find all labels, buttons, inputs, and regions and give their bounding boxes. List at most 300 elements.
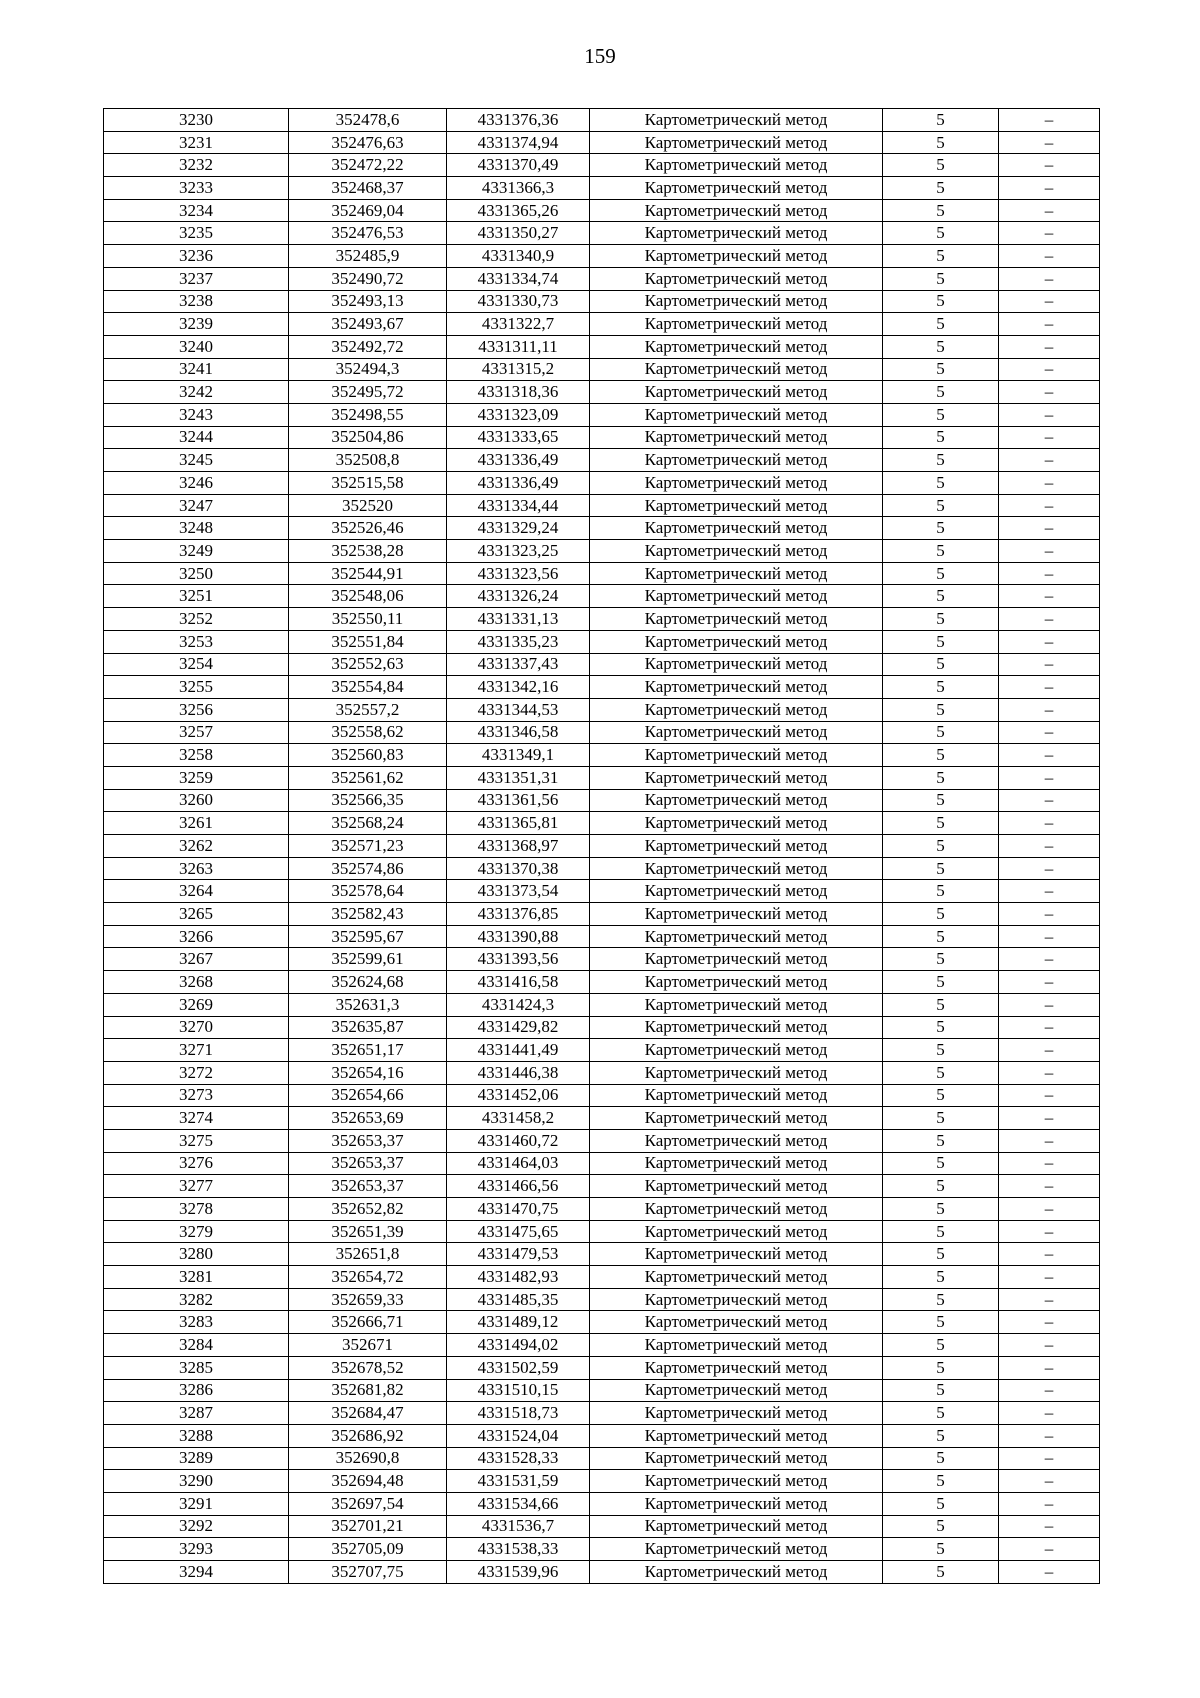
table-row — [104, 835, 1100, 858]
description-cell: – — [999, 1266, 1100, 1289]
description-cell: – — [999, 1356, 1100, 1379]
method-cell: Картометрический метод — [590, 494, 883, 517]
accuracy-cell: 5 — [883, 472, 999, 495]
method-cell: Картометрический метод — [590, 1039, 883, 1062]
point-number-cell: 3294 — [104, 1561, 289, 1584]
accuracy-cell: 5 — [883, 1129, 999, 1152]
method-cell: Картометрический метод — [590, 1152, 883, 1175]
table-row — [104, 335, 1100, 358]
method-cell: Картометрический метод — [590, 948, 883, 971]
description-cell: – — [999, 721, 1100, 744]
table-row — [104, 1311, 1100, 1334]
description-cell: – — [999, 971, 1100, 994]
description-cell: – — [999, 358, 1100, 381]
description-cell: – — [999, 948, 1100, 971]
y-coordinate-cell: 4331538,33 — [447, 1538, 590, 1561]
x-coordinate-cell: 352681,82 — [289, 1379, 447, 1402]
accuracy-cell: 5 — [883, 562, 999, 585]
method-cell: Картометрический метод — [590, 880, 883, 903]
description-cell: – — [999, 1447, 1100, 1470]
point-number-cell: 3243 — [104, 403, 289, 426]
point-number-cell: 3242 — [104, 381, 289, 404]
x-coordinate-cell: 352561,62 — [289, 766, 447, 789]
accuracy-cell: 5 — [883, 1016, 999, 1039]
y-coordinate-cell: 4331510,15 — [447, 1379, 590, 1402]
table-row — [104, 517, 1100, 540]
point-number-cell: 3245 — [104, 449, 289, 472]
point-number-cell: 3285 — [104, 1356, 289, 1379]
y-coordinate-cell: 4331350,27 — [447, 222, 590, 245]
description-cell: – — [999, 1311, 1100, 1334]
point-number-cell: 3276 — [104, 1152, 289, 1175]
y-coordinate-cell: 4331351,31 — [447, 766, 590, 789]
point-number-cell: 3275 — [104, 1129, 289, 1152]
y-coordinate-cell: 4331531,59 — [447, 1470, 590, 1493]
description-cell: – — [999, 313, 1100, 336]
description-cell: – — [999, 1334, 1100, 1357]
point-number-cell: 3281 — [104, 1266, 289, 1289]
method-cell: Картометрический метод — [590, 1538, 883, 1561]
y-coordinate-cell: 4331329,24 — [447, 517, 590, 540]
y-coordinate-cell: 4331361,56 — [447, 789, 590, 812]
description-cell: – — [999, 1402, 1100, 1425]
method-cell: Картометрический метод — [590, 1220, 883, 1243]
point-number-cell: 3248 — [104, 517, 289, 540]
table-row — [104, 403, 1100, 426]
y-coordinate-cell: 4331326,24 — [447, 585, 590, 608]
y-coordinate-cell: 4331534,66 — [447, 1492, 590, 1515]
y-coordinate-cell: 4331416,58 — [447, 971, 590, 994]
point-number-cell: 3265 — [104, 903, 289, 926]
method-cell: Картометрический метод — [590, 517, 883, 540]
method-cell: Картометрический метод — [590, 1266, 883, 1289]
accuracy-cell: 5 — [883, 925, 999, 948]
coordinates-table-body — [104, 109, 1100, 1584]
y-coordinate-cell: 4331340,9 — [447, 245, 590, 268]
point-number-cell: 3287 — [104, 1402, 289, 1425]
table-row — [104, 608, 1100, 631]
y-coordinate-cell: 4331393,56 — [447, 948, 590, 971]
accuracy-cell: 5 — [883, 222, 999, 245]
y-coordinate-cell: 4331446,38 — [447, 1061, 590, 1084]
method-cell: Картометрический метод — [590, 925, 883, 948]
description-cell: – — [999, 517, 1100, 540]
x-coordinate-cell: 352659,33 — [289, 1288, 447, 1311]
x-coordinate-cell: 352493,13 — [289, 290, 447, 313]
table-row — [104, 381, 1100, 404]
x-coordinate-cell: 352560,83 — [289, 744, 447, 767]
x-coordinate-cell: 352515,58 — [289, 472, 447, 495]
x-coordinate-cell: 352550,11 — [289, 608, 447, 631]
method-cell: Картометрический метод — [590, 744, 883, 767]
point-number-cell: 3260 — [104, 789, 289, 812]
accuracy-cell: 5 — [883, 789, 999, 812]
y-coordinate-cell: 4331524,04 — [447, 1424, 590, 1447]
description-cell: – — [999, 812, 1100, 835]
table-row — [104, 267, 1100, 290]
x-coordinate-cell: 352551,84 — [289, 630, 447, 653]
method-cell: Картометрический метод — [590, 585, 883, 608]
accuracy-cell: 5 — [883, 676, 999, 699]
y-coordinate-cell: 4331368,97 — [447, 835, 590, 858]
point-number-cell: 3240 — [104, 335, 289, 358]
table-row — [104, 676, 1100, 699]
method-cell: Картометрический метод — [590, 426, 883, 449]
method-cell: Картометрический метод — [590, 1334, 883, 1357]
y-coordinate-cell: 4331349,1 — [447, 744, 590, 767]
point-number-cell: 3284 — [104, 1334, 289, 1357]
x-coordinate-cell: 352468,37 — [289, 177, 447, 200]
table-row — [104, 789, 1100, 812]
table-row — [104, 721, 1100, 744]
description-cell: – — [999, 1424, 1100, 1447]
accuracy-cell: 5 — [883, 403, 999, 426]
method-cell: Картометрический метод — [590, 1470, 883, 1493]
point-number-cell: 3259 — [104, 766, 289, 789]
y-coordinate-cell: 4331470,75 — [447, 1198, 590, 1221]
x-coordinate-cell: 352671 — [289, 1334, 447, 1357]
point-number-cell: 3270 — [104, 1016, 289, 1039]
description-cell: – — [999, 835, 1100, 858]
x-coordinate-cell: 352520 — [289, 494, 447, 517]
x-coordinate-cell: 352652,82 — [289, 1198, 447, 1221]
y-coordinate-cell: 4331337,43 — [447, 653, 590, 676]
x-coordinate-cell: 352485,9 — [289, 245, 447, 268]
table-row — [104, 925, 1100, 948]
accuracy-cell: 5 — [883, 313, 999, 336]
description-cell: – — [999, 925, 1100, 948]
method-cell: Картометрический метод — [590, 698, 883, 721]
method-cell: Картометрический метод — [590, 835, 883, 858]
accuracy-cell: 5 — [883, 358, 999, 381]
y-coordinate-cell: 4331441,49 — [447, 1039, 590, 1062]
description-cell: – — [999, 290, 1100, 313]
table-row — [104, 109, 1100, 132]
point-number-cell: 3230 — [104, 109, 289, 132]
x-coordinate-cell: 352526,46 — [289, 517, 447, 540]
x-coordinate-cell: 352469,04 — [289, 199, 447, 222]
table-row — [104, 1016, 1100, 1039]
method-cell: Картометрический метод — [590, 449, 883, 472]
accuracy-cell: 5 — [883, 154, 999, 177]
x-coordinate-cell: 352544,91 — [289, 562, 447, 585]
x-coordinate-cell: 352653,69 — [289, 1107, 447, 1130]
y-coordinate-cell: 4331489,12 — [447, 1311, 590, 1334]
x-coordinate-cell: 352684,47 — [289, 1402, 447, 1425]
method-cell: Картометрический метод — [590, 1515, 883, 1538]
accuracy-cell: 5 — [883, 245, 999, 268]
table-row — [104, 698, 1100, 721]
description-cell: – — [999, 1152, 1100, 1175]
method-cell: Картометрический метод — [590, 608, 883, 631]
x-coordinate-cell: 352476,53 — [289, 222, 447, 245]
x-coordinate-cell: 352697,54 — [289, 1492, 447, 1515]
x-coordinate-cell: 352631,3 — [289, 993, 447, 1016]
table-row — [104, 1334, 1100, 1357]
point-number-cell: 3293 — [104, 1538, 289, 1561]
description-cell: – — [999, 630, 1100, 653]
accuracy-cell: 5 — [883, 1356, 999, 1379]
table-row — [104, 1084, 1100, 1107]
x-coordinate-cell: 352651,8 — [289, 1243, 447, 1266]
description-cell: – — [999, 154, 1100, 177]
method-cell: Картометрический метод — [590, 540, 883, 563]
table-row — [104, 177, 1100, 200]
accuracy-cell: 5 — [883, 1379, 999, 1402]
point-number-cell: 3292 — [104, 1515, 289, 1538]
method-cell: Картометрический метод — [590, 630, 883, 653]
description-cell: – — [999, 335, 1100, 358]
accuracy-cell: 5 — [883, 971, 999, 994]
table-row — [104, 1198, 1100, 1221]
accuracy-cell: 5 — [883, 766, 999, 789]
method-cell: Картометрический метод — [590, 245, 883, 268]
description-cell: – — [999, 562, 1100, 585]
accuracy-cell: 5 — [883, 1198, 999, 1221]
table-row — [104, 1039, 1100, 1062]
y-coordinate-cell: 4331344,53 — [447, 698, 590, 721]
x-coordinate-cell: 352498,55 — [289, 403, 447, 426]
table-row — [104, 290, 1100, 313]
table-row — [104, 1515, 1100, 1538]
page-number: 159 — [584, 44, 616, 68]
point-number-cell: 3257 — [104, 721, 289, 744]
accuracy-cell: 5 — [883, 1107, 999, 1130]
accuracy-cell: 5 — [883, 540, 999, 563]
method-cell: Картометрический метод — [590, 199, 883, 222]
y-coordinate-cell: 4331376,85 — [447, 903, 590, 926]
table-row — [104, 1220, 1100, 1243]
table-row — [104, 245, 1100, 268]
description-cell: – — [999, 1379, 1100, 1402]
point-number-cell: 3253 — [104, 630, 289, 653]
y-coordinate-cell: 4331323,56 — [447, 562, 590, 585]
method-cell: Картометрический метод — [590, 1561, 883, 1584]
accuracy-cell: 5 — [883, 948, 999, 971]
method-cell: Картометрический метод — [590, 1379, 883, 1402]
description-cell: – — [999, 1039, 1100, 1062]
accuracy-cell: 5 — [883, 812, 999, 835]
table-row — [104, 1470, 1100, 1493]
table-row — [104, 971, 1100, 994]
table-row — [104, 1129, 1100, 1152]
description-cell: – — [999, 1016, 1100, 1039]
point-number-cell: 3269 — [104, 993, 289, 1016]
y-coordinate-cell: 4331458,2 — [447, 1107, 590, 1130]
x-coordinate-cell: 352654,16 — [289, 1061, 447, 1084]
x-coordinate-cell: 352493,67 — [289, 313, 447, 336]
y-coordinate-cell: 4331334,44 — [447, 494, 590, 517]
y-coordinate-cell: 4331334,74 — [447, 267, 590, 290]
method-cell: Картометрический метод — [590, 222, 883, 245]
accuracy-cell: 5 — [883, 630, 999, 653]
point-number-cell: 3268 — [104, 971, 289, 994]
point-number-cell: 3288 — [104, 1424, 289, 1447]
description-cell: – — [999, 744, 1100, 767]
point-number-cell: 3274 — [104, 1107, 289, 1130]
point-number-cell: 3264 — [104, 880, 289, 903]
accuracy-cell: 5 — [883, 698, 999, 721]
y-coordinate-cell: 4331322,7 — [447, 313, 590, 336]
description-cell: – — [999, 653, 1100, 676]
point-number-cell: 3241 — [104, 358, 289, 381]
description-cell: – — [999, 267, 1100, 290]
accuracy-cell: 5 — [883, 290, 999, 313]
point-number-cell: 3283 — [104, 1311, 289, 1334]
y-coordinate-cell: 4331376,36 — [447, 109, 590, 132]
description-cell: – — [999, 698, 1100, 721]
accuracy-cell: 5 — [883, 381, 999, 404]
method-cell: Картометрический метод — [590, 177, 883, 200]
accuracy-cell: 5 — [883, 517, 999, 540]
y-coordinate-cell: 4331330,73 — [447, 290, 590, 313]
point-number-cell: 3234 — [104, 199, 289, 222]
x-coordinate-cell: 352574,86 — [289, 857, 447, 880]
accuracy-cell: 5 — [883, 426, 999, 449]
table-row — [104, 1288, 1100, 1311]
description-cell: – — [999, 494, 1100, 517]
y-coordinate-cell: 4331346,58 — [447, 721, 590, 744]
accuracy-cell: 5 — [883, 1492, 999, 1515]
method-cell: Картометрический метод — [590, 1198, 883, 1221]
table-row — [104, 562, 1100, 585]
y-coordinate-cell: 4331323,09 — [447, 403, 590, 426]
y-coordinate-cell: 4331374,94 — [447, 131, 590, 154]
accuracy-cell: 5 — [883, 1266, 999, 1289]
table-row — [104, 948, 1100, 971]
table-row — [104, 1379, 1100, 1402]
description-cell: – — [999, 903, 1100, 926]
x-coordinate-cell: 352495,72 — [289, 381, 447, 404]
description-cell: – — [999, 857, 1100, 880]
method-cell: Картометрический метод — [590, 971, 883, 994]
method-cell: Картометрический метод — [590, 721, 883, 744]
y-coordinate-cell: 4331323,25 — [447, 540, 590, 563]
point-number-cell: 3239 — [104, 313, 289, 336]
description-cell: – — [999, 222, 1100, 245]
table-row — [104, 358, 1100, 381]
y-coordinate-cell: 4331318,36 — [447, 381, 590, 404]
accuracy-cell: 5 — [883, 1311, 999, 1334]
x-coordinate-cell: 352558,62 — [289, 721, 447, 744]
table-row — [104, 857, 1100, 880]
y-coordinate-cell: 4331333,65 — [447, 426, 590, 449]
point-number-cell: 3277 — [104, 1175, 289, 1198]
accuracy-cell: 5 — [883, 835, 999, 858]
table-row — [104, 1061, 1100, 1084]
point-number-cell: 3231 — [104, 131, 289, 154]
point-number-cell: 3250 — [104, 562, 289, 585]
point-number-cell: 3254 — [104, 653, 289, 676]
accuracy-cell: 5 — [883, 653, 999, 676]
description-cell: – — [999, 993, 1100, 1016]
table-row — [104, 880, 1100, 903]
table-row — [104, 993, 1100, 1016]
point-number-cell: 3282 — [104, 1288, 289, 1311]
description-cell: – — [999, 1538, 1100, 1561]
y-coordinate-cell: 4331366,3 — [447, 177, 590, 200]
description-cell: – — [999, 177, 1100, 200]
y-coordinate-cell: 4331365,26 — [447, 199, 590, 222]
point-number-cell: 3280 — [104, 1243, 289, 1266]
description-cell: – — [999, 1220, 1100, 1243]
accuracy-cell: 5 — [883, 1515, 999, 1538]
table-row — [104, 1424, 1100, 1447]
method-cell: Картометрический метод — [590, 403, 883, 426]
y-coordinate-cell: 4331331,13 — [447, 608, 590, 631]
accuracy-cell: 5 — [883, 1538, 999, 1561]
description-cell: – — [999, 1243, 1100, 1266]
x-coordinate-cell: 352653,37 — [289, 1175, 447, 1198]
x-coordinate-cell: 352492,72 — [289, 335, 447, 358]
point-number-cell: 3267 — [104, 948, 289, 971]
description-cell: – — [999, 1515, 1100, 1538]
method-cell: Картометрический метод — [590, 1288, 883, 1311]
method-cell: Картометрический метод — [590, 676, 883, 699]
description-cell: – — [999, 1107, 1100, 1130]
x-coordinate-cell: 352538,28 — [289, 540, 447, 563]
table-row — [104, 1492, 1100, 1515]
accuracy-cell: 5 — [883, 335, 999, 358]
point-number-cell: 3249 — [104, 540, 289, 563]
point-number-cell: 3291 — [104, 1492, 289, 1515]
x-coordinate-cell: 352548,06 — [289, 585, 447, 608]
table-row — [104, 1266, 1100, 1289]
point-number-cell: 3278 — [104, 1198, 289, 1221]
y-coordinate-cell: 4331482,93 — [447, 1266, 590, 1289]
point-number-cell: 3261 — [104, 812, 289, 835]
x-coordinate-cell: 352490,72 — [289, 267, 447, 290]
point-number-cell: 3233 — [104, 177, 289, 200]
table-row — [104, 1152, 1100, 1175]
coordinates-table — [103, 108, 1100, 1584]
y-coordinate-cell: 4331460,72 — [447, 1129, 590, 1152]
accuracy-cell: 5 — [883, 721, 999, 744]
x-coordinate-cell: 352654,66 — [289, 1084, 447, 1107]
x-coordinate-cell: 352566,35 — [289, 789, 447, 812]
table-row — [104, 653, 1100, 676]
point-number-cell: 3255 — [104, 676, 289, 699]
x-coordinate-cell: 352686,92 — [289, 1424, 447, 1447]
table-row — [104, 131, 1100, 154]
y-coordinate-cell: 4331466,56 — [447, 1175, 590, 1198]
method-cell: Картометрический метод — [590, 562, 883, 585]
y-coordinate-cell: 4331342,16 — [447, 676, 590, 699]
table-row — [104, 744, 1100, 767]
x-coordinate-cell: 352557,2 — [289, 698, 447, 721]
x-coordinate-cell: 352508,8 — [289, 449, 447, 472]
method-cell: Картометрический метод — [590, 381, 883, 404]
point-number-cell: 3246 — [104, 472, 289, 495]
accuracy-cell: 5 — [883, 494, 999, 517]
accuracy-cell: 5 — [883, 903, 999, 926]
description-cell: – — [999, 880, 1100, 903]
point-number-cell: 3252 — [104, 608, 289, 631]
y-coordinate-cell: 4331502,59 — [447, 1356, 590, 1379]
method-cell: Картометрический метод — [590, 1107, 883, 1130]
description-cell: – — [999, 1561, 1100, 1584]
x-coordinate-cell: 352552,63 — [289, 653, 447, 676]
description-cell: – — [999, 472, 1100, 495]
y-coordinate-cell: 4331528,33 — [447, 1447, 590, 1470]
point-number-cell: 3271 — [104, 1039, 289, 1062]
method-cell: Картометрический метод — [590, 1175, 883, 1198]
table-row — [104, 540, 1100, 563]
description-cell: – — [999, 1061, 1100, 1084]
x-coordinate-cell: 352554,84 — [289, 676, 447, 699]
method-cell: Картометрический метод — [590, 1129, 883, 1152]
accuracy-cell: 5 — [883, 585, 999, 608]
